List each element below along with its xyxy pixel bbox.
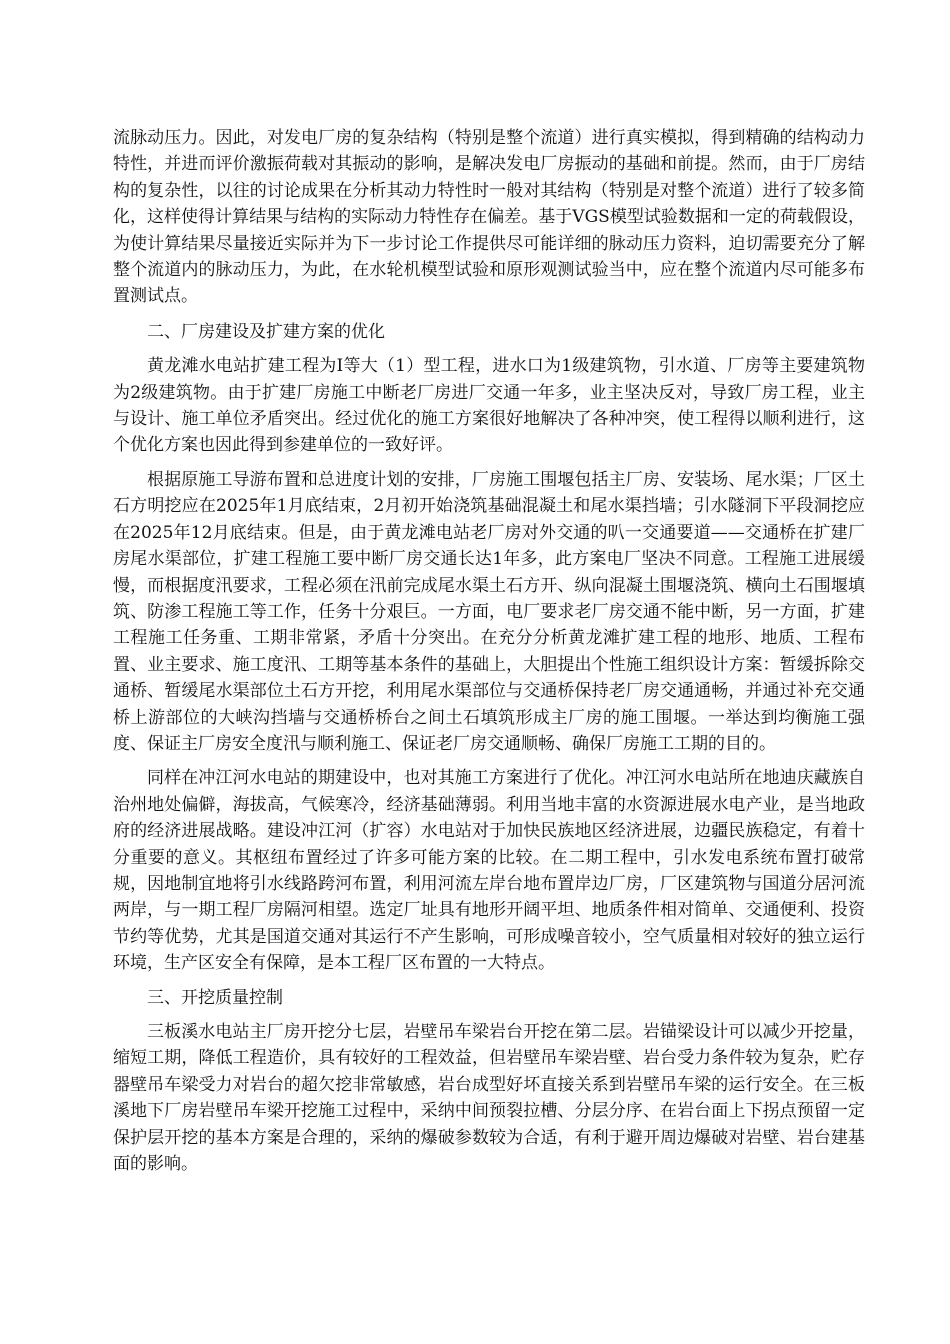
spacer bbox=[113, 757, 865, 765]
body-paragraph-5: 三板溪水电站主厂房开挖分七层，岩壁吊车梁岩台开挖在第二层。岩锚梁设计可以减少开挖量，缩短工期，降低工程造价，具有较好的工程效益，但岩壁吊车梁岩壁、岩台受力条件较为复杂，贮存器壁吊车梁受力对岩台的超欠挖非常敏感，岩台成型好坏直接关系到岩壁吊车梁的运行安全。在三板溪地下厂房岩壁吊车梁开挖施工过程中，采纳中间预裂拉槽、分层分序、在岩台面上下拐点预留一定保护层开挖的基本方案是合理的，采纳的爆破参数较为合适，有利于避开周边爆破对岩壁、岩台建基面的影响。 bbox=[113, 1022, 865, 1175]
spacer bbox=[113, 459, 865, 467]
section-heading-2: 二、厂房建设及扩建方案的优化 bbox=[147, 321, 385, 342]
body-paragraph-2: 黄龙滩水电站扩建工程为Ⅰ等大（1）型工程，进水口为1级建筑物，引水道、厂房等主要建筑物为2级建筑物。由于扩建厂房施工中断老厂房进厂交通一年多，业主坚决反对，导致厂房工程，业主与设计、施工单位矛盾突出。经过优化的施工方案很好地解决了各种冲突，使工程得以顺利进行，这个优化方案也因此得到参建单位的一致好评。 bbox=[113, 356, 865, 456]
body-paragraph-3: 根据原施工导游布置和总进度计划的安排，厂房施工围堰包括主厂房、安装场、尾水渠；厂区土石方明挖应在2025年1月底结束，2月初开始浇筑基础混凝土和尾水渠挡墙；引水隧洞下平段洞挖应在2025年12月底结束。但是，由于黄龙滩电站老厂房对外交通的叭一交通要道——交通桥在扩建厂房尾水渠部位，扩建工程施工要中断厂房交通长达1年多，此方案电厂坚决不同意。工程施工进展缓慢，而根据度汛要求，工程必须在汛前完成尾水渠土石方开、纵向混凝土围堰浇筑、横向土石围堰填筑、防渗工程施工等工作，任务十分艰巨。一方面，电厂要求老厂房交通不能中断，另一方面，扩建工程施工任务重、工期非常紧，矛盾十分突出。在充分分析黄龙滩扩建工程的地形、地质、工程布置、业主要求、施工度汛、工期等基本条件的基础上，大胆提出个性施工组织设计方案：暂缓拆除交通桥、暂缓尾水渠部位土石方开挖，利用尾水渠部位与交通桥保持老厂房交通通畅，并通过补充交通桥上游部位的大峡沟挡墙与交通桥桥台之间土石填筑形成主厂房的施工围堰。一举达到均衡施工强度、保证主厂房安全度汛与顺利施工、保证老厂房交通顺畅、确保厂房施工工期的目的。 bbox=[113, 469, 865, 754]
body-paragraph-1: 流脉动压力。因此，对发电厂房的复杂结构（特别是整个流道）进行真实模拟，得到精确的结构动力特性，并进而评价激振荷载对其振动的影响，是解决发电厂房振动的基础和前提。然而，由于厂房结构的复杂性，以往的讨论成果在分析其动力特性时一般对其结构（特别是对整个流道）进行了较多简化，这样使得计算结果与结构的实际动力特性存在偏差。基于VGS模型试验数据和一定的荷载假设，为使计算结果尽量接近实际并为下一步讨论工作提供尽可能详细的脉动压力资料，迫切需要充分了解整个流道内的脉动压力，为此，在水轮机模型试验和原形观测试验当中，应在整个流道内尽可能多布置测试点。 bbox=[113, 128, 865, 307]
section-heading-3: 三、开挖质量控制 bbox=[147, 987, 283, 1008]
document-body bbox=[113, 125, 865, 1177]
spacer bbox=[113, 310, 865, 319]
spacer bbox=[113, 977, 865, 985]
body-paragraph-4: 同样在冲江河水电站的期建设中，也对其施工方案进行了优化。冲江河水电站所在地迪庆藏族自治州地处偏僻，海拔高，气候寒冷，经济基础薄弱。利用当地丰富的水资源进展水电产业，是当地政府的经济进展战略。建设冲江河（扩容）水电站对于加快民族地区经济进展，边疆民族稳定，有着十分重要的意义。其枢纽布置经过了许多可能方案的比较。在二期工程中，引水发电系统布置打破常规，因地制宜地将引水线路跨河布置，利用河流左岸台地布置岸边厂房，厂区建筑物与国道分居河流两岸，与一期工程厂房隔河相望。选定厂址具有地形开阔平坦、地质条件相对简单、交通便利、投资节约等优势，尤其是国道交通对其运行不产生影响，可形成噪音较小，空气质量相对较好的独立运行环境，生产区安全有保障，是本工程厂区布置的一大特点。 bbox=[113, 768, 865, 974]
spacer bbox=[113, 1011, 865, 1019]
spacer bbox=[113, 345, 865, 353]
